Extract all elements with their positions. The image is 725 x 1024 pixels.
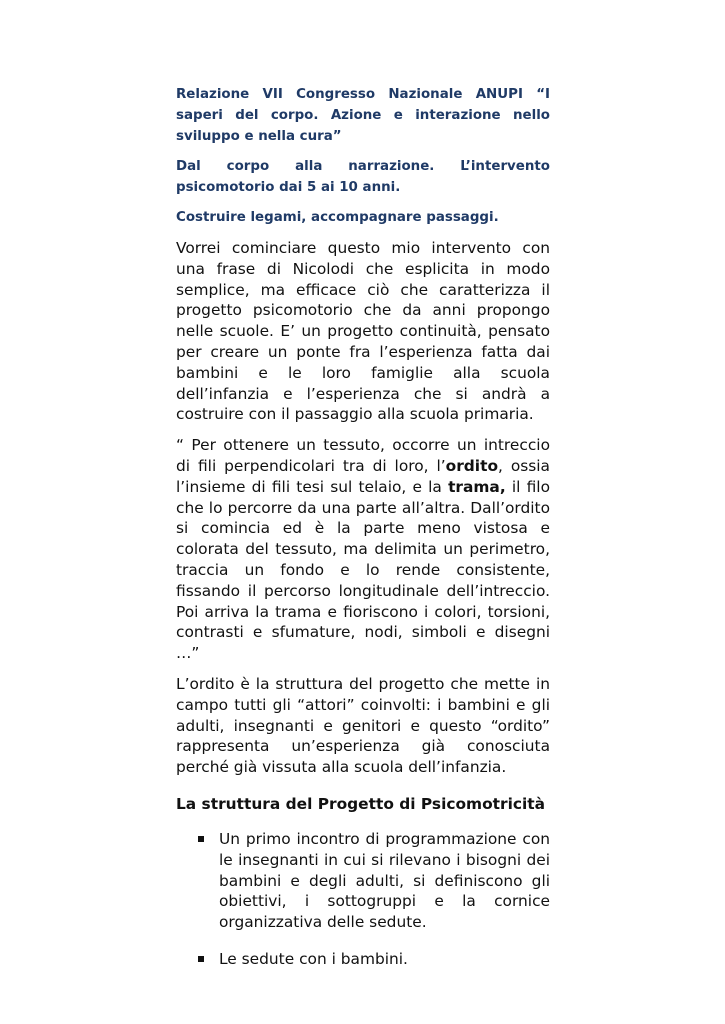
quote-paragraph [176,435,550,664]
structure-list [176,829,550,970]
congress-heading: Relazione VII Congresso Nazionale ANUPI “I saperi del corpo. Azione e interazione nello sviluppo e nella cura” [176,87,550,144]
talk-tagline: Costruire legami, accompagnare passaggi. [176,210,499,225]
list-item [176,949,550,970]
quote-text-1: “ Per ottenere un tessuto, occorre un intreccio di fili perpendicolari tra di loro, l’ [176,436,550,475]
list-item-text: Un primo incontro di programmazione con le insegnanti in cui si rilevano i bisogni dei bambini e degli adulti, si definiscono gli obiettivi, i sottogruppi e la cornice organizzativa delle sedute. [219,829,550,932]
intro-paragraph: Vorrei cominciare questo mio intervento con una frase di Nicolodi che esplicita in modo semplice, ma efficace ciò che caratterizza il progetto psicomotorio che da anni propongo nelle scuole. E’ un progetto continuità, pensato per creare un ponte fra l’esperienza fatta dai bambini e le loro famiglie alla scuola dell’infanzia e l’esperienza che si andrà a costruire con il passaggio alla scuola primaria. [176,239,550,424]
section-title: La struttura del Progetto di Psicomotricità [176,794,546,813]
list-item-text: Le sedute con i bambini. [219,949,408,968]
ordito-paragraph: L’ordito è la struttura del progetto che mette in campo tutti gli “attori” coinvolti: i bambini e gli adulti, insegnanti e genitori e questo “ordito” rappresenta un’esperienza già conosciuta perché già vissuta alla scuola dell’infanzia. [176,674,550,777]
quote-text-2: , ossia l’insieme di fili tesi sul telaio, e la [176,456,550,496]
document-page [176,84,550,986]
quote-text-3: il filo che lo percorre da una parte all’altra. Dall’ordito si comincia ed è la parte meno vistosa e colorata del tessuto, ma delimita un perimetro, traccia un fondo e lo rende consistente, fissando il percorso longitudinale dell’intreccio. Poi arriva la trama e fioriscono i colori, torsioni, contrasti e sfumature, nodi, simboli e disegni …” [176,477,550,663]
ordito-term: ordito [445,456,499,475]
list-item [176,829,550,933]
talk-subtitle: Dal corpo alla narrazione. L’intervento psicomotorio dai 5 ai 10 anni. [176,159,550,195]
trama-term: trama, [448,477,506,496]
square-bullet-icon [198,956,204,962]
square-bullet-icon [198,836,204,842]
